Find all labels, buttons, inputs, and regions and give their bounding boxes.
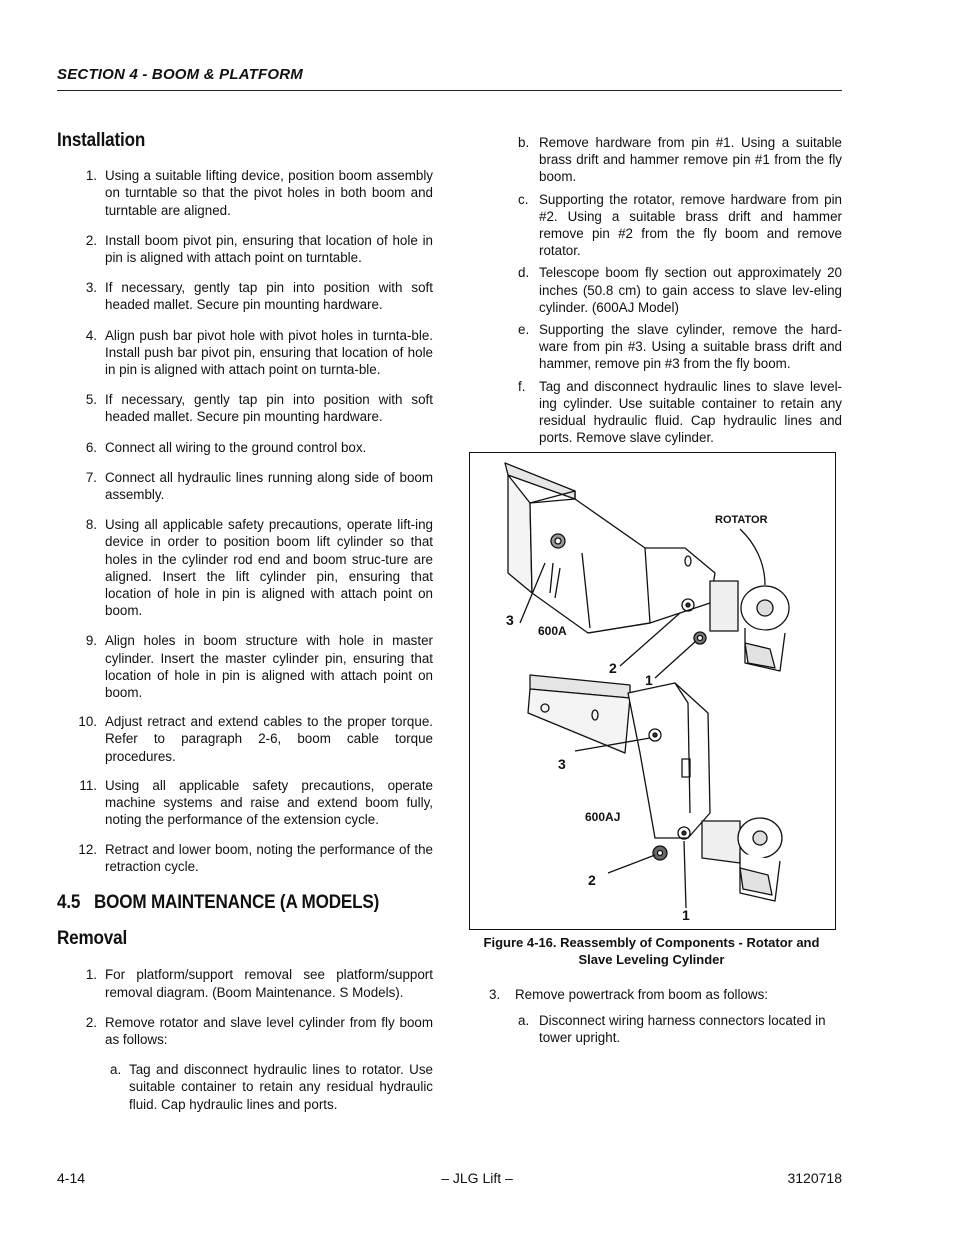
pin3-label: 3 xyxy=(506,612,514,628)
pin1-label: 1 xyxy=(682,907,690,923)
list-item: 5. If necessary, gently tap pin into position with soft headed mallet. Secure pin mounting hardware. xyxy=(85,392,433,425)
right-column xyxy=(489,134,842,446)
removal-heading: Removal xyxy=(57,928,128,950)
caption-line: Slave Leveling Cylinder xyxy=(578,952,725,967)
list-item: 9. Align holes in boom structure with hole in master cylinder. Insert the master cylinder pin, ensuring that location of hole in pin is aligned with attach point on boom. xyxy=(85,633,433,701)
list-item: 7. Connect all hydraulic lines running along side of boom assembly. xyxy=(85,469,433,503)
list-item: d. Telescope boom fly section out approximately 20 inches (50.8 cm) to gain access to slave lev-eling cylinder. (600AJ Model) xyxy=(518,265,842,315)
list-item: c. Supporting the rotator, remove hardware from pin #2. Using a suitable brass drift and hammer remove pin #2 from the fly boom and remove rotator. xyxy=(518,191,842,259)
document-number: 3120718 xyxy=(787,1170,842,1186)
list-item: 1. For platform/support removal see platform/support removal diagram. (Boom Maintenance. S Models). xyxy=(85,967,433,1000)
list-item: a. Disconnect wiring harness connectors located in tower upright. xyxy=(518,1013,826,1046)
list-item: 11. Using all applicable safety precautions, operate machine systems and raise and extend boom fully, noting the performance of the extension cycle. xyxy=(79,777,433,828)
list-item: e. Supporting the slave cylinder, remove the hard-ware from pin #3. Using a suitable brass drift and hammer, remove pin #3 from the fly boom. xyxy=(518,322,842,372)
maintenance-heading: 4.5 BOOM MAINTENANCE (A MODELS) xyxy=(57,891,380,913)
footer-center: – JLG Lift – xyxy=(441,1170,513,1186)
model-600aj-label: 600AJ xyxy=(585,810,621,824)
left-column xyxy=(57,132,433,1113)
rotator-label: ROTATOR xyxy=(715,514,768,526)
list-item: 4. Align push bar pivot hole with pivot holes in turnta-ble. Install push bar pivot pin, ensuring that location of hole in pin is aligned with attach point on turnta-ble. xyxy=(85,327,433,378)
pin3-label: 3 xyxy=(558,756,566,772)
list-item: 3. If necessary, gently tap pin into position with soft headed mallet. Secure pin mounting hardware. xyxy=(85,280,433,313)
powertrack-section xyxy=(489,986,842,1047)
caption-line: Figure 4-16. Reassembly of Components - Rotator and xyxy=(483,935,820,950)
list-item: 1. Using a suitable lifting device, position boom assembly on turntable so that the pivot holes in both boom and turntable are aligned. xyxy=(85,168,433,218)
list-item: 2. Remove rotator and slave level cylinder from fly boom as follows: xyxy=(85,1014,433,1047)
list-item: 10. Adjust retract and extend cables to the proper torque. Refer to paragraph 2-6, boom cable torque procedures. xyxy=(78,714,433,764)
boom-diagram xyxy=(470,453,834,928)
list-item: f. Tag and disconnect hydraulic lines to slave level-ing cylinder. Use suitable container to retain any residual hydraulic fluid. Cap hydraulic lines and ports. Remove slave cylinder. xyxy=(518,378,842,446)
pin2-label: 2 xyxy=(588,872,596,888)
removal-substeps-left xyxy=(81,1061,433,1113)
list-item: 12. Retract and lower boom, noting the performance of the retraction cycle. xyxy=(78,841,433,874)
section-header: SECTION 4 - BOOM & PLATFORM xyxy=(57,66,842,91)
pin1-label: 1 xyxy=(645,672,653,688)
list-item: 3. Remove powertrack from boom as follows: xyxy=(489,987,769,1002)
installation-steps xyxy=(57,167,433,875)
pin2-label: 2 xyxy=(609,660,617,676)
removal-substeps-right xyxy=(489,134,842,446)
list-item: 8. Using all applicable safety precautions, operate lift-ing device in order to position boom lift cylinder so that holes in the cylinder rod end and boom struc-ture are aligned. Insert the lift cylinder pin, ensuring that location of hole in pin is aligned with attach point on boom. xyxy=(85,517,433,619)
figure-caption xyxy=(459,934,844,968)
list-item: a. Tag and disconnect hydraulic lines to rotator. Use suitable container to retain any residual hydraulic fluid. Cap hydraulic lines and ports. xyxy=(110,1062,433,1112)
list-item: 6. Connect all wiring to the ground control box. xyxy=(85,439,367,455)
figure-rotator-slave-cylinder xyxy=(469,452,836,930)
list-item: b. Remove hardware from pin #1. Using a suitable brass drift and hammer remove pin #1 from the fly boom. xyxy=(518,135,842,185)
page-number: 4-14 xyxy=(57,1170,86,1186)
model-600a-label: 600A xyxy=(538,624,567,638)
installation-heading: Installation xyxy=(57,130,146,151)
removal-steps xyxy=(57,966,433,1048)
list-item: 2. Install boom pivot pin, ensuring that location of hole in pin is aligned with attach point on turntable. xyxy=(85,232,433,266)
